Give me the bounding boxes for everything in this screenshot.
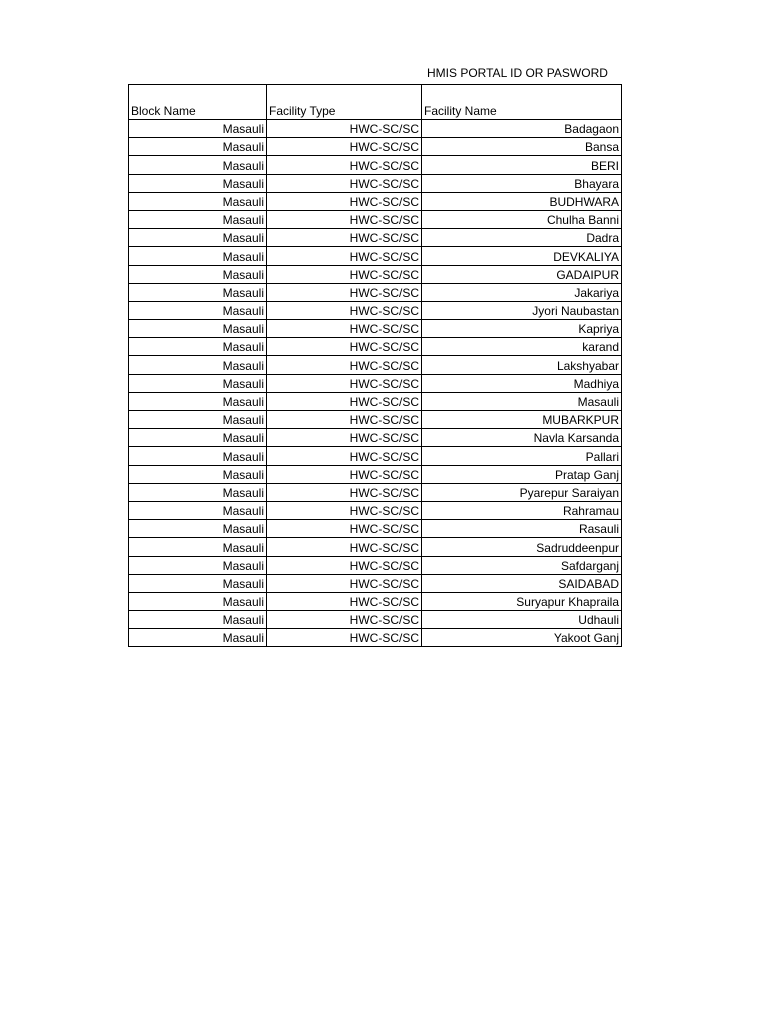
table-row (129, 192, 622, 210)
cell-facility-name: Chulha Banni (422, 210, 622, 228)
page-title: HMIS PORTAL ID OR PASWORD (427, 66, 608, 80)
cell-facility-type: HWC-SC/SC (267, 338, 422, 356)
cell-facility-type: HWC-SC/SC (267, 283, 422, 301)
cell-facility-type: HWC-SC/SC (267, 465, 422, 483)
cell-facility-type: HWC-SC/SC (267, 611, 422, 629)
cell-facility-type: HWC-SC/SC (267, 483, 422, 501)
table-row (129, 120, 622, 138)
cell-facility-name: Yakoot Ganj (422, 629, 622, 647)
cell-block-name: Masauli (129, 120, 267, 138)
table-row (129, 229, 622, 247)
cell-block-name: Masauli (129, 156, 267, 174)
cell-facility-type: HWC-SC/SC (267, 229, 422, 247)
cell-facility-name: BERI (422, 156, 622, 174)
table-row (129, 556, 622, 574)
cell-facility-name: karand (422, 338, 622, 356)
header-facility-name: Facility Name (422, 85, 622, 120)
table-row (129, 247, 622, 265)
cell-block-name: Masauli (129, 247, 267, 265)
cell-block-name: Masauli (129, 411, 267, 429)
table-row (129, 392, 622, 410)
table-row (129, 447, 622, 465)
table-row (129, 301, 622, 319)
cell-facility-name: Navla Karsanda (422, 429, 622, 447)
table-row (129, 629, 622, 647)
cell-facility-type: HWC-SC/SC (267, 447, 422, 465)
cell-facility-type: HWC-SC/SC (267, 120, 422, 138)
cell-facility-type: HWC-SC/SC (267, 520, 422, 538)
cell-facility-type: HWC-SC/SC (267, 392, 422, 410)
cell-block-name: Masauli (129, 192, 267, 210)
table-body (129, 120, 622, 647)
cell-block-name: Masauli (129, 483, 267, 501)
cell-facility-type: HWC-SC/SC (267, 301, 422, 319)
cell-facility-type: HWC-SC/SC (267, 574, 422, 592)
cell-facility-name: Kapriya (422, 320, 622, 338)
cell-facility-name: Lakshyabar (422, 356, 622, 374)
cell-facility-name: Sadruddeenpur (422, 538, 622, 556)
cell-block-name: Masauli (129, 556, 267, 574)
cell-block-name: Masauli (129, 465, 267, 483)
cell-facility-name: GADAIPUR (422, 265, 622, 283)
table-row (129, 156, 622, 174)
table-row (129, 338, 622, 356)
table-row (129, 429, 622, 447)
cell-block-name: Masauli (129, 429, 267, 447)
cell-block-name: Masauli (129, 229, 267, 247)
cell-facility-name: Bhayara (422, 174, 622, 192)
cell-facility-type: HWC-SC/SC (267, 538, 422, 556)
cell-facility-name: Masauli (422, 392, 622, 410)
cell-block-name: Masauli (129, 374, 267, 392)
cell-block-name: Masauli (129, 574, 267, 592)
table-row (129, 356, 622, 374)
cell-facility-name: Safdarganj (422, 556, 622, 574)
table-row (129, 465, 622, 483)
cell-facility-name: SAIDABAD (422, 574, 622, 592)
table-row (129, 210, 622, 228)
cell-block-name: Masauli (129, 538, 267, 556)
table-row (129, 538, 622, 556)
header-facility-type: Facility Type (267, 85, 422, 120)
cell-facility-type: HWC-SC/SC (267, 629, 422, 647)
cell-facility-name: Rahramau (422, 501, 622, 519)
table-row (129, 411, 622, 429)
cell-facility-name: Suryapur Khapraila (422, 592, 622, 610)
cell-block-name: Masauli (129, 174, 267, 192)
cell-facility-name: MUBARKPUR (422, 411, 622, 429)
cell-block-name: Masauli (129, 301, 267, 319)
cell-facility-name: BUDHWARA (422, 192, 622, 210)
cell-facility-name: Pyarepur Saraiyan (422, 483, 622, 501)
cell-facility-name: Pallari (422, 447, 622, 465)
cell-facility-type: HWC-SC/SC (267, 265, 422, 283)
cell-facility-name: Badagaon (422, 120, 622, 138)
cell-block-name: Masauli (129, 592, 267, 610)
cell-facility-name: Bansa (422, 138, 622, 156)
cell-facility-type: HWC-SC/SC (267, 411, 422, 429)
cell-block-name: Masauli (129, 447, 267, 465)
facility-table (128, 84, 622, 647)
table-row (129, 501, 622, 519)
cell-facility-name: Pratap Ganj (422, 465, 622, 483)
cell-facility-type: HWC-SC/SC (267, 192, 422, 210)
cell-facility-type: HWC-SC/SC (267, 592, 422, 610)
cell-facility-name: Jyori Naubastan (422, 301, 622, 319)
cell-block-name: Masauli (129, 320, 267, 338)
cell-facility-type: HWC-SC/SC (267, 210, 422, 228)
cell-facility-type: HWC-SC/SC (267, 138, 422, 156)
cell-facility-type: HWC-SC/SC (267, 429, 422, 447)
table-row (129, 574, 622, 592)
cell-block-name: Masauli (129, 356, 267, 374)
header-block-name: Block Name (129, 85, 267, 120)
cell-facility-type: HWC-SC/SC (267, 174, 422, 192)
cell-facility-name: Dadra (422, 229, 622, 247)
table-row (129, 483, 622, 501)
cell-facility-type: HWC-SC/SC (267, 374, 422, 392)
cell-block-name: Masauli (129, 338, 267, 356)
cell-facility-type: HWC-SC/SC (267, 556, 422, 574)
cell-facility-name: DEVKALIYA (422, 247, 622, 265)
cell-block-name: Masauli (129, 392, 267, 410)
cell-block-name: Masauli (129, 283, 267, 301)
cell-facility-type: HWC-SC/SC (267, 501, 422, 519)
cell-block-name: Masauli (129, 501, 267, 519)
cell-facility-name: Jakariya (422, 283, 622, 301)
cell-facility-name: Rasauli (422, 520, 622, 538)
cell-facility-type: HWC-SC/SC (267, 156, 422, 174)
table-row (129, 592, 622, 610)
table-row (129, 174, 622, 192)
table-row (129, 138, 622, 156)
cell-facility-type: HWC-SC/SC (267, 247, 422, 265)
table-row (129, 265, 622, 283)
cell-block-name: Masauli (129, 138, 267, 156)
cell-facility-type: HWC-SC/SC (267, 356, 422, 374)
header-row (129, 85, 622, 120)
cell-block-name: Masauli (129, 210, 267, 228)
cell-block-name: Masauli (129, 611, 267, 629)
table-row (129, 611, 622, 629)
cell-facility-name: Madhiya (422, 374, 622, 392)
table-header (129, 85, 622, 120)
table-row (129, 374, 622, 392)
table-row (129, 520, 622, 538)
cell-facility-type: HWC-SC/SC (267, 320, 422, 338)
table-row (129, 320, 622, 338)
cell-block-name: Masauli (129, 520, 267, 538)
cell-block-name: Masauli (129, 265, 267, 283)
cell-block-name: Masauli (129, 629, 267, 647)
cell-facility-name: Udhauli (422, 611, 622, 629)
table-row (129, 283, 622, 301)
